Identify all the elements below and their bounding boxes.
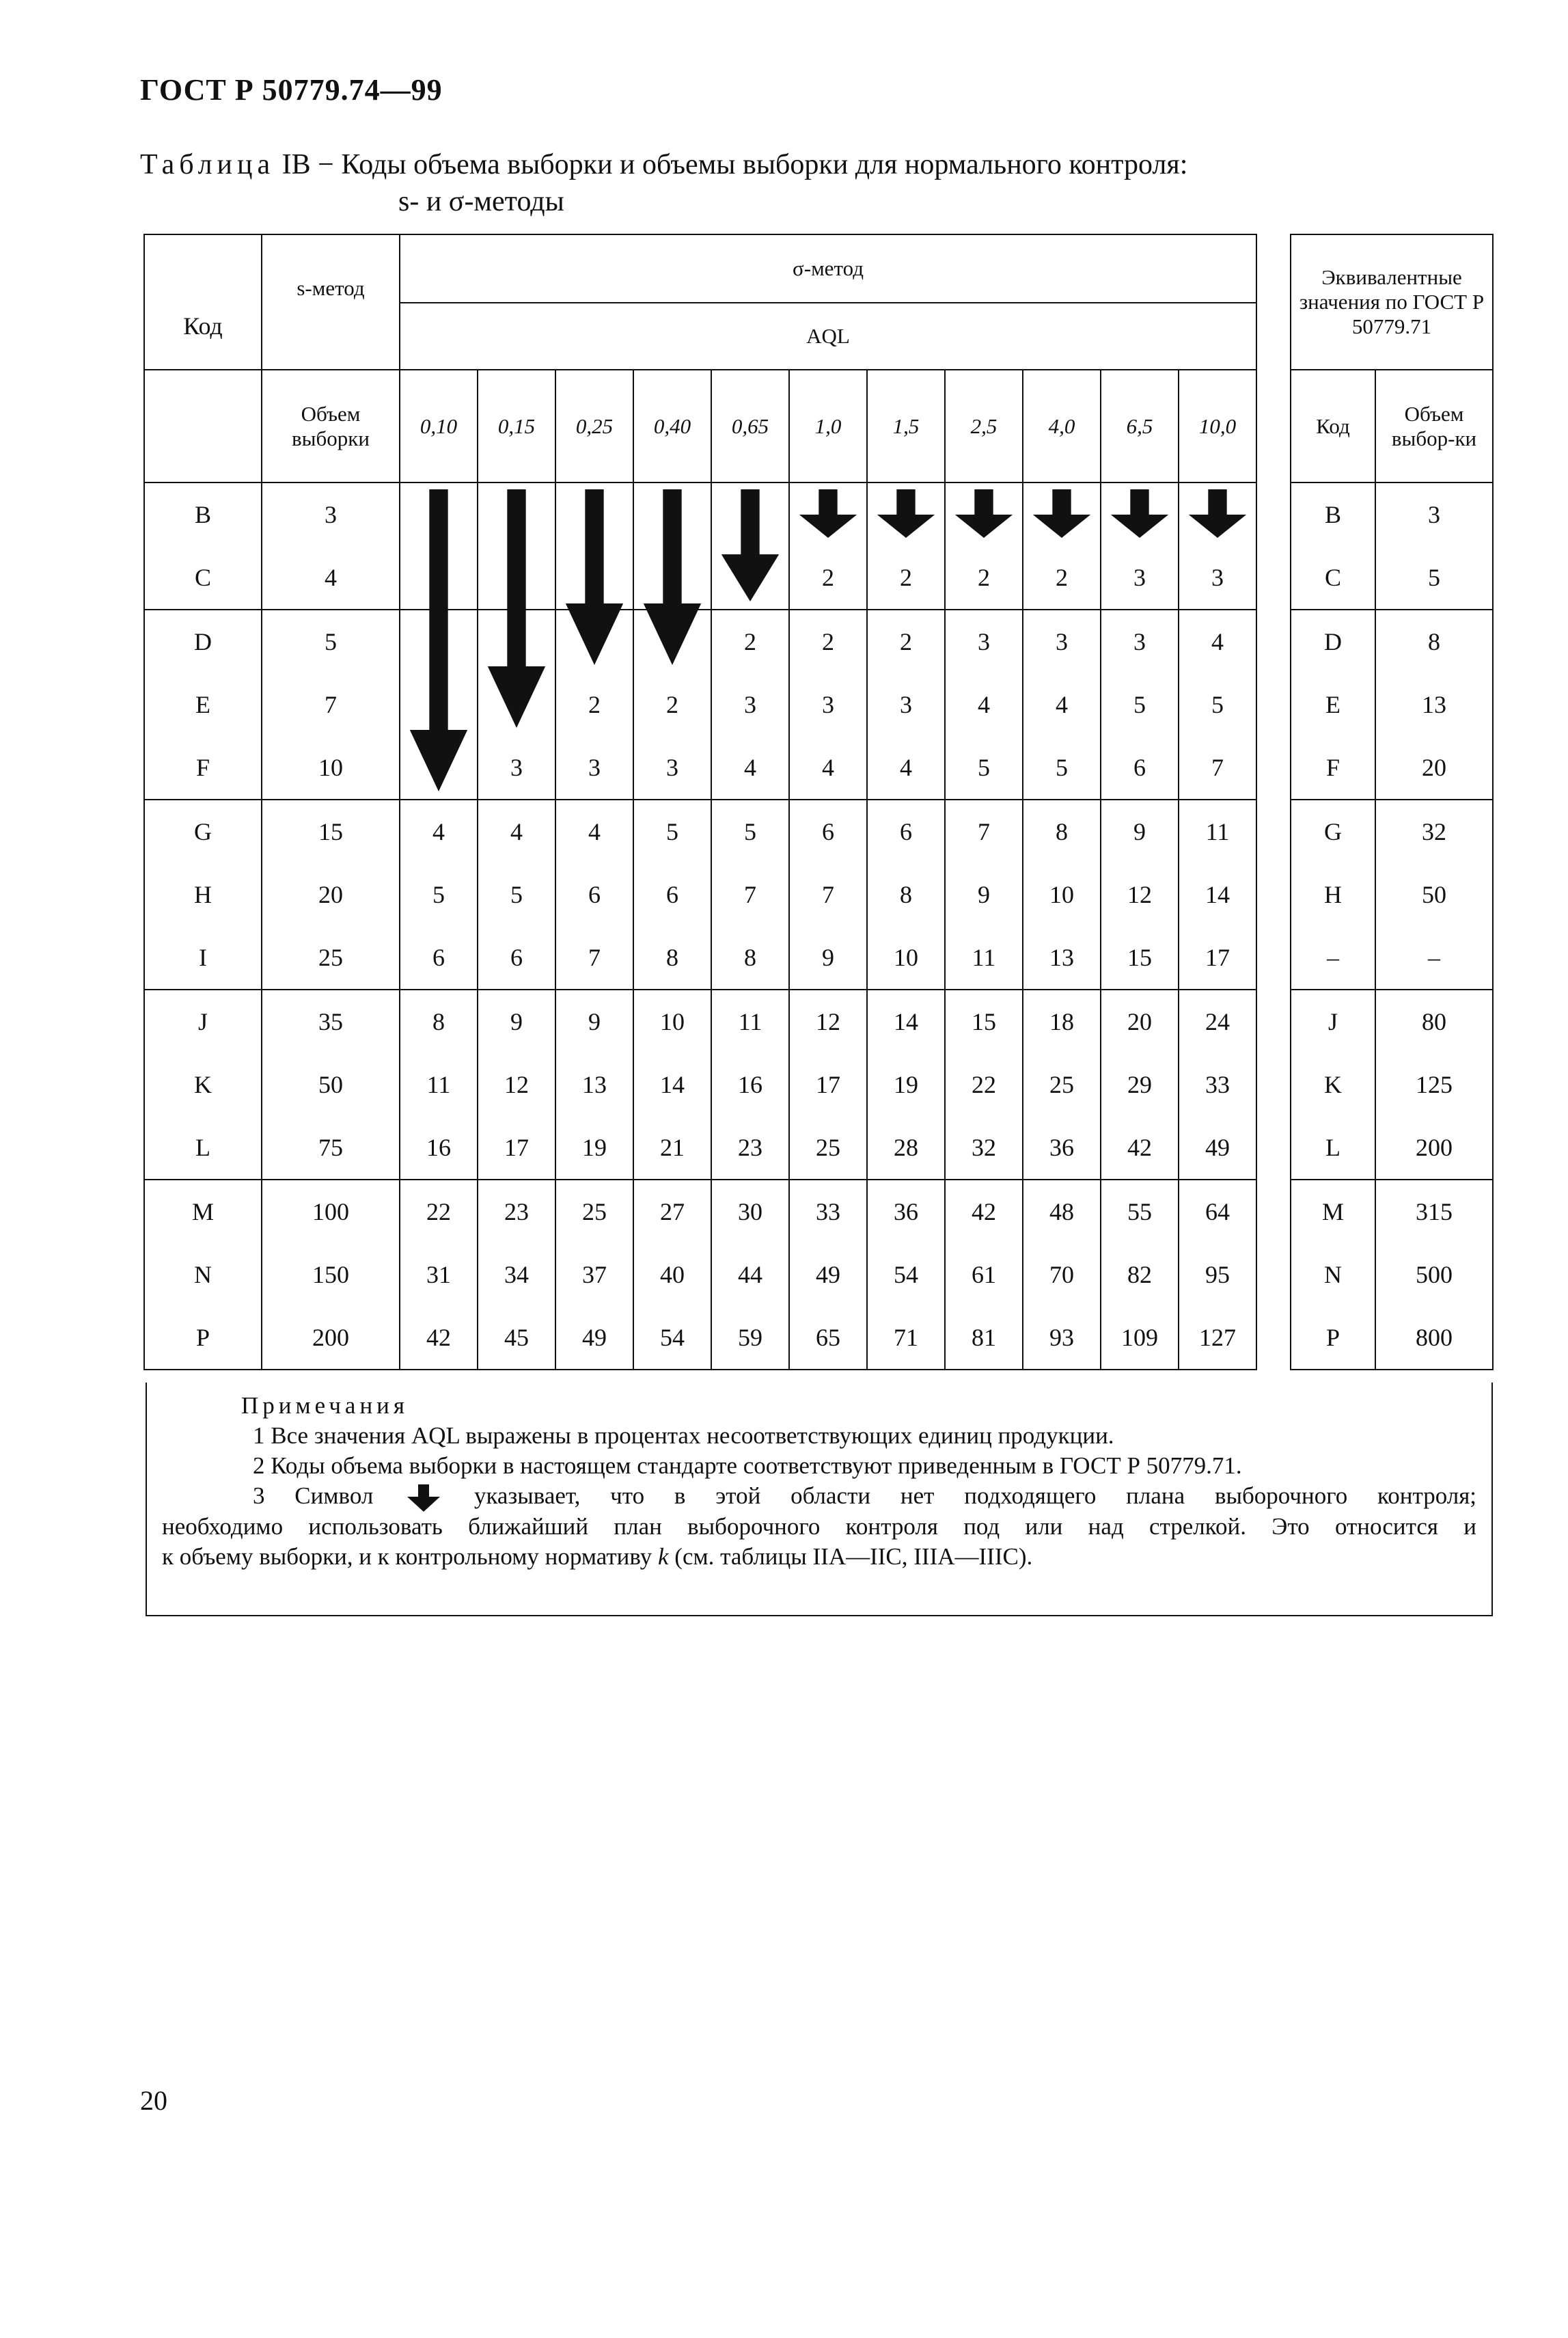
sigma-sample-cell: 2: [789, 610, 867, 673]
sigma-sample-cell: 9: [1101, 800, 1179, 863]
sample-size-header: Объем выборки: [262, 370, 400, 482]
sigma-sample-cell: 2: [867, 610, 945, 673]
sigma-sample-cell: 65: [789, 1306, 867, 1370]
aql-value-header: 0,25: [555, 370, 633, 482]
sigma-sample-cell: 19: [867, 1053, 945, 1116]
sigma-sample-cell: 11: [400, 1053, 478, 1116]
sigma-sample-cell: 127: [1179, 1306, 1256, 1370]
equivalent-row: [1291, 482, 1493, 546]
sigma-sample-cell: 93: [1023, 1306, 1101, 1370]
sigma-sample-cell: 4: [711, 736, 789, 800]
sigma-sample-cell: 24: [1179, 990, 1256, 1053]
sigma-sample-cell: 7: [711, 863, 789, 926]
equivalent-size-cell: 125: [1375, 1053, 1493, 1116]
sigma-sample-cell: 4: [1179, 610, 1256, 673]
sigma-sample-cell: 54: [633, 1306, 711, 1370]
equivalent-size-cell: 20: [1375, 736, 1493, 800]
sample-size-cell: 100: [262, 1180, 400, 1243]
sigma-sample-cell: 2: [867, 546, 945, 610]
sigma-sample-cell: 40: [633, 1243, 711, 1306]
equivalent-row: [1291, 926, 1493, 990]
sigma-sample-cell: 32: [945, 1116, 1023, 1180]
sigma-sample-cell: 2: [1023, 546, 1101, 610]
sample-size-cell: 150: [262, 1243, 400, 1306]
sigma-sample-cell: 8: [711, 926, 789, 990]
sigma-sample-cell: 12: [478, 1053, 555, 1116]
sigma-sample-cell: 54: [867, 1243, 945, 1306]
note-3-line3: [162, 1542, 1476, 1572]
sigma-sample-cell: 2: [555, 673, 633, 736]
sample-size-cell: 15: [262, 800, 400, 863]
equivalent-row: [1291, 1306, 1493, 1370]
code-cell: M: [144, 1180, 262, 1243]
sigma-sample-cell: [400, 546, 478, 610]
sigma-sample-cell: [400, 673, 478, 736]
sigma-sample-cell: 17: [478, 1116, 555, 1180]
equivalent-row: [1291, 610, 1493, 673]
equivalent-code-cell: K: [1291, 1053, 1375, 1116]
sigma-sample-cell: [633, 546, 711, 610]
sigma-sample-cell: 48: [1023, 1180, 1101, 1243]
sigma-sample-cell: 70: [1023, 1243, 1101, 1306]
aql-value-header: 0,15: [478, 370, 555, 482]
sigma-sample-cell: 5: [400, 863, 478, 926]
page-number: 20: [140, 2085, 167, 2116]
sample-size-cell: 5: [262, 610, 400, 673]
note-3-line3-post: (см. таблицы IIA—IIC, IIIA—IIIC).: [668, 1542, 1033, 1570]
sigma-sample-cell: 27: [633, 1180, 711, 1243]
sigma-sample-cell: 7: [789, 863, 867, 926]
aql-value-header: 4,0: [1023, 370, 1101, 482]
sigma-sample-cell: 11: [1179, 800, 1256, 863]
equivalent-size-cell: 500: [1375, 1243, 1493, 1306]
equivalent-code-cell: L: [1291, 1116, 1375, 1180]
sigma-sample-cell: [789, 482, 867, 546]
sigma-sample-cell: [478, 546, 555, 610]
code-cell: B: [144, 482, 262, 546]
sigma-sample-cell: 5: [945, 736, 1023, 800]
equivalent-code-cell: E: [1291, 673, 1375, 736]
table-title-line1: IB − Коды объема выборки и объемы выборки для нормального контроля:: [281, 149, 1188, 180]
sigma-sample-cell: 82: [1101, 1243, 1179, 1306]
sigma-sample-cell: 23: [478, 1180, 555, 1243]
document-id: ГОСТ Р 50779.74—99: [140, 73, 443, 107]
sigma-sample-cell: [1023, 482, 1101, 546]
sigma-sample-cell: 3: [711, 673, 789, 736]
sigma-sample-cell: 14: [633, 1053, 711, 1116]
sigma-sample-cell: 8: [867, 863, 945, 926]
sigma-sample-cell: 7: [945, 800, 1023, 863]
sigma-sample-cell: 6: [1101, 736, 1179, 800]
table-row: [144, 610, 1256, 673]
sample-size-cell: 35: [262, 990, 400, 1053]
notes-block: [146, 1383, 1493, 1616]
sigma-sample-cell: 49: [1179, 1116, 1256, 1180]
aql-header: AQL: [400, 303, 1256, 370]
code-cell: K: [144, 1053, 262, 1116]
equivalent-size-header: Объем выбор-ки: [1375, 370, 1493, 482]
equivalent-row: [1291, 546, 1493, 610]
equivalent-size-cell: –: [1375, 926, 1493, 990]
aql-value-header: 0,65: [711, 370, 789, 482]
sigma-sample-cell: [555, 610, 633, 673]
equivalent-code-cell: P: [1291, 1306, 1375, 1370]
table-row: [144, 1180, 1256, 1243]
note-1: 1 Все значения AQL выражены в процентах несоответствующих единиц продукции.: [253, 1422, 1114, 1449]
sigma-sample-cell: [400, 736, 478, 800]
equivalent-row: [1291, 990, 1493, 1053]
equivalent-row: [1291, 1116, 1493, 1180]
sigma-sample-cell: 31: [400, 1243, 478, 1306]
code-cell: I: [144, 926, 262, 990]
equivalent-header: Эквивалентные значения по ГОСТ Р 50779.71: [1291, 234, 1493, 370]
sigma-sample-cell: 9: [555, 990, 633, 1053]
note-3-line1: [162, 1481, 1476, 1512]
code-cell: N: [144, 1243, 262, 1306]
aql-value-header: 6,5: [1101, 370, 1179, 482]
table-row: [144, 482, 1256, 546]
sigma-sample-cell: 3: [1101, 610, 1179, 673]
sigma-sample-cell: 2: [945, 546, 1023, 610]
s-method-header: s-метод: [262, 234, 400, 370]
code-cell: C: [144, 546, 262, 610]
sigma-sample-cell: 6: [633, 863, 711, 926]
sigma-sample-cell: 61: [945, 1243, 1023, 1306]
sigma-sample-cell: [400, 482, 478, 546]
sigma-sample-cell: 25: [1023, 1053, 1101, 1116]
equivalent-code-header: Код: [1291, 370, 1375, 482]
sigma-sample-cell: 15: [1101, 926, 1179, 990]
table-row: [144, 1306, 1256, 1370]
sigma-sample-cell: 10: [633, 990, 711, 1053]
table-row: [144, 673, 1256, 736]
equivalent-code-cell: H: [1291, 863, 1375, 926]
sigma-method-header: σ-метод: [400, 234, 1256, 303]
equivalent-size-cell: 315: [1375, 1180, 1493, 1243]
sigma-sample-cell: 37: [555, 1243, 633, 1306]
code-cell: E: [144, 673, 262, 736]
equivalent-row: [1291, 1053, 1493, 1116]
sigma-sample-cell: 42: [1101, 1116, 1179, 1180]
sigma-sample-cell: 3: [945, 610, 1023, 673]
sigma-sample-cell: 3: [1023, 610, 1101, 673]
note-3-k: k: [658, 1542, 669, 1570]
sigma-sample-cell: 109: [1101, 1306, 1179, 1370]
down-arrow-icon: [403, 1484, 444, 1512]
equivalent-size-cell: 32: [1375, 800, 1493, 863]
equivalent-size-cell: 80: [1375, 990, 1493, 1053]
equivalent-row: [1291, 800, 1493, 863]
aql-value-header: 1,5: [867, 370, 945, 482]
sigma-sample-cell: 49: [789, 1243, 867, 1306]
note-3-line2: необходимо использовать ближайший план выборочного контроля под или над стрелкой. Это относится и: [162, 1512, 1476, 1540]
table-row: [144, 800, 1256, 863]
sigma-sample-cell: 16: [711, 1053, 789, 1116]
sigma-sample-cell: [478, 673, 555, 736]
sigma-sample-cell: [400, 610, 478, 673]
equivalent-size-cell: 13: [1375, 673, 1493, 736]
sigma-sample-cell: 14: [1179, 863, 1256, 926]
code-cell: J: [144, 990, 262, 1053]
note-3-rest: указывает, что в этой области нет подходящего плана выборочного контроля;: [473, 1482, 1477, 1509]
sigma-sample-cell: 9: [789, 926, 867, 990]
sigma-sample-cell: 30: [711, 1180, 789, 1243]
equivalent-code-cell: N: [1291, 1243, 1375, 1306]
sigma-sample-cell: 8: [633, 926, 711, 990]
sigma-sample-cell: 17: [789, 1053, 867, 1116]
sigma-sample-cell: 14: [867, 990, 945, 1053]
notes-title: Примечания: [241, 1392, 409, 1419]
sigma-sample-cell: 3: [867, 673, 945, 736]
sample-size-cell: 25: [262, 926, 400, 990]
code-cell: D: [144, 610, 262, 673]
sigma-sample-cell: 45: [478, 1306, 555, 1370]
table-row: [144, 546, 1256, 610]
equivalent-size-cell: 3: [1375, 482, 1493, 546]
sigma-sample-cell: 36: [1023, 1116, 1101, 1180]
sigma-sample-cell: [555, 546, 633, 610]
sigma-sample-cell: 42: [945, 1180, 1023, 1243]
sample-size-cell: 4: [262, 546, 400, 610]
sigma-sample-cell: 13: [1023, 926, 1101, 990]
note-3-line3-pre: к объему выборки, и к контрольному нормативу: [162, 1542, 658, 1570]
sigma-sample-cell: 8: [400, 990, 478, 1053]
aql-value-header: 10,0: [1179, 370, 1256, 482]
sigma-sample-cell: 3: [555, 736, 633, 800]
sigma-sample-cell: 33: [789, 1180, 867, 1243]
sigma-sample-cell: 95: [1179, 1243, 1256, 1306]
table-row: [144, 1116, 1256, 1180]
table-row: [144, 990, 1256, 1053]
sigma-sample-cell: [1179, 482, 1256, 546]
sigma-sample-cell: 6: [478, 926, 555, 990]
sigma-sample-cell: 2: [711, 610, 789, 673]
equivalent-size-cell: 50: [1375, 863, 1493, 926]
sigma-sample-cell: [478, 610, 555, 673]
note-3-start: 3 Символ: [253, 1482, 374, 1509]
sigma-sample-cell: 21: [633, 1116, 711, 1180]
sigma-sample-cell: 3: [1179, 546, 1256, 610]
sigma-sample-cell: 25: [789, 1116, 867, 1180]
sigma-sample-cell: 11: [945, 926, 1023, 990]
sigma-sample-cell: 4: [1023, 673, 1101, 736]
table-word: Таблица: [140, 149, 275, 180]
sigma-sample-cell: 9: [478, 990, 555, 1053]
sigma-sample-cell: 9: [945, 863, 1023, 926]
code-cell: H: [144, 863, 262, 926]
sigma-sample-cell: 33: [1179, 1053, 1256, 1116]
sigma-sample-cell: [1101, 482, 1179, 546]
aql-value-header: 0,10: [400, 370, 478, 482]
aql-value-header: 1,0: [789, 370, 867, 482]
sigma-sample-cell: 3: [1101, 546, 1179, 610]
sigma-sample-cell: 3: [633, 736, 711, 800]
sigma-sample-cell: 29: [1101, 1053, 1179, 1116]
aql-value-header: 2,5: [945, 370, 1023, 482]
sigma-sample-cell: 55: [1101, 1180, 1179, 1243]
sigma-sample-cell: 22: [945, 1053, 1023, 1116]
sigma-sample-cell: 71: [867, 1306, 945, 1370]
sigma-sample-cell: 11: [711, 990, 789, 1053]
equivalent-row: [1291, 736, 1493, 800]
equivalent-code-cell: G: [1291, 800, 1375, 863]
equivalent-values-table: [1290, 234, 1494, 1370]
sigma-sample-cell: 2: [789, 546, 867, 610]
sigma-sample-cell: 5: [633, 800, 711, 863]
sigma-sample-cell: 3: [478, 736, 555, 800]
sigma-sample-cell: [633, 482, 711, 546]
sigma-sample-cell: [945, 482, 1023, 546]
sigma-sample-cell: 10: [1023, 863, 1101, 926]
equivalent-row: [1291, 1243, 1493, 1306]
sigma-sample-cell: 4: [789, 736, 867, 800]
sample-size-cell: 20: [262, 863, 400, 926]
sigma-sample-cell: 5: [1023, 736, 1101, 800]
equivalent-size-cell: 800: [1375, 1306, 1493, 1370]
sigma-sample-cell: [633, 610, 711, 673]
sigma-sample-cell: 5: [711, 800, 789, 863]
sigma-sample-cell: 18: [1023, 990, 1101, 1053]
table-title-line2: s- и σ-методы: [398, 186, 564, 217]
sigma-sample-cell: [478, 482, 555, 546]
sigma-sample-cell: 17: [1179, 926, 1256, 990]
sigma-sample-cell: 49: [555, 1306, 633, 1370]
sigma-sample-cell: 7: [1179, 736, 1256, 800]
sigma-sample-cell: 36: [867, 1180, 945, 1243]
sigma-sample-cell: 6: [789, 800, 867, 863]
sample-size-cell: 3: [262, 482, 400, 546]
sigma-sample-cell: 5: [1101, 673, 1179, 736]
sigma-sample-cell: 6: [555, 863, 633, 926]
sample-size-cell: 75: [262, 1116, 400, 1180]
sigma-sample-cell: 7: [555, 926, 633, 990]
equivalent-size-cell: 8: [1375, 610, 1493, 673]
sigma-sample-cell: 25: [555, 1180, 633, 1243]
equivalent-code-cell: J: [1291, 990, 1375, 1053]
sigma-sample-cell: 5: [1179, 673, 1256, 736]
sigma-sample-cell: 20: [1101, 990, 1179, 1053]
aql-value-header: 0,40: [633, 370, 711, 482]
sample-size-cell: 200: [262, 1306, 400, 1370]
sigma-sample-cell: 19: [555, 1116, 633, 1180]
equivalent-code-cell: F: [1291, 736, 1375, 800]
sigma-sample-cell: 28: [867, 1116, 945, 1180]
sigma-sample-cell: 44: [711, 1243, 789, 1306]
sigma-sample-cell: 3: [789, 673, 867, 736]
equivalent-row: [1291, 863, 1493, 926]
sigma-sample-cell: 10: [867, 926, 945, 990]
sigma-sample-cell: 12: [1101, 863, 1179, 926]
equivalent-code-cell: C: [1291, 546, 1375, 610]
code-cell: P: [144, 1306, 262, 1370]
sigma-sample-cell: [867, 482, 945, 546]
sigma-sample-cell: 42: [400, 1306, 478, 1370]
sample-size-cell: 10: [262, 736, 400, 800]
sigma-sample-cell: 12: [789, 990, 867, 1053]
equivalent-code-cell: M: [1291, 1180, 1375, 1243]
sample-size-cell: 50: [262, 1053, 400, 1116]
code-cell: F: [144, 736, 262, 800]
code-cell: G: [144, 800, 262, 863]
sigma-sample-cell: 4: [867, 736, 945, 800]
sample-size-cell: 7: [262, 673, 400, 736]
sigma-sample-cell: 4: [945, 673, 1023, 736]
note-2: 2 Коды объема выборки в настоящем стандарте соответствуют приведенным в ГОСТ Р 50779.71.: [253, 1452, 1242, 1479]
sigma-sample-cell: 5: [478, 863, 555, 926]
sample-size-table: [143, 234, 1257, 1370]
sigma-sample-cell: 13: [555, 1053, 633, 1116]
sigma-sample-cell: 4: [400, 800, 478, 863]
equivalent-code-cell: B: [1291, 482, 1375, 546]
equivalent-row: [1291, 673, 1493, 736]
table-row: [144, 1053, 1256, 1116]
equivalent-code-cell: D: [1291, 610, 1375, 673]
sigma-sample-cell: 4: [555, 800, 633, 863]
sigma-sample-cell: 64: [1179, 1180, 1256, 1243]
sigma-sample-cell: 16: [400, 1116, 478, 1180]
table-row: [144, 736, 1256, 800]
table-row: [144, 926, 1256, 990]
sigma-sample-cell: 2: [633, 673, 711, 736]
sigma-sample-cell: 6: [867, 800, 945, 863]
sigma-sample-cell: 59: [711, 1306, 789, 1370]
table-row: [144, 1243, 1256, 1306]
sigma-sample-cell: 23: [711, 1116, 789, 1180]
sigma-sample-cell: 34: [478, 1243, 555, 1306]
code-cell: L: [144, 1116, 262, 1180]
equivalent-size-cell: 5: [1375, 546, 1493, 610]
sigma-sample-cell: [711, 482, 789, 546]
table-row: [144, 863, 1256, 926]
sigma-sample-cell: 15: [945, 990, 1023, 1053]
equivalent-size-cell: 200: [1375, 1116, 1493, 1180]
sigma-sample-cell: [555, 482, 633, 546]
code-header-spacer: [144, 370, 262, 482]
sigma-sample-cell: 8: [1023, 800, 1101, 863]
code-header: Код: [144, 234, 262, 370]
sigma-sample-cell: 81: [945, 1306, 1023, 1370]
equivalent-code-cell: –: [1291, 926, 1375, 990]
sigma-sample-cell: [711, 546, 789, 610]
sigma-sample-cell: 4: [478, 800, 555, 863]
sigma-sample-cell: 22: [400, 1180, 478, 1243]
sigma-sample-cell: 6: [400, 926, 478, 990]
table-caption: [140, 146, 1472, 220]
equivalent-row: [1291, 1180, 1493, 1243]
